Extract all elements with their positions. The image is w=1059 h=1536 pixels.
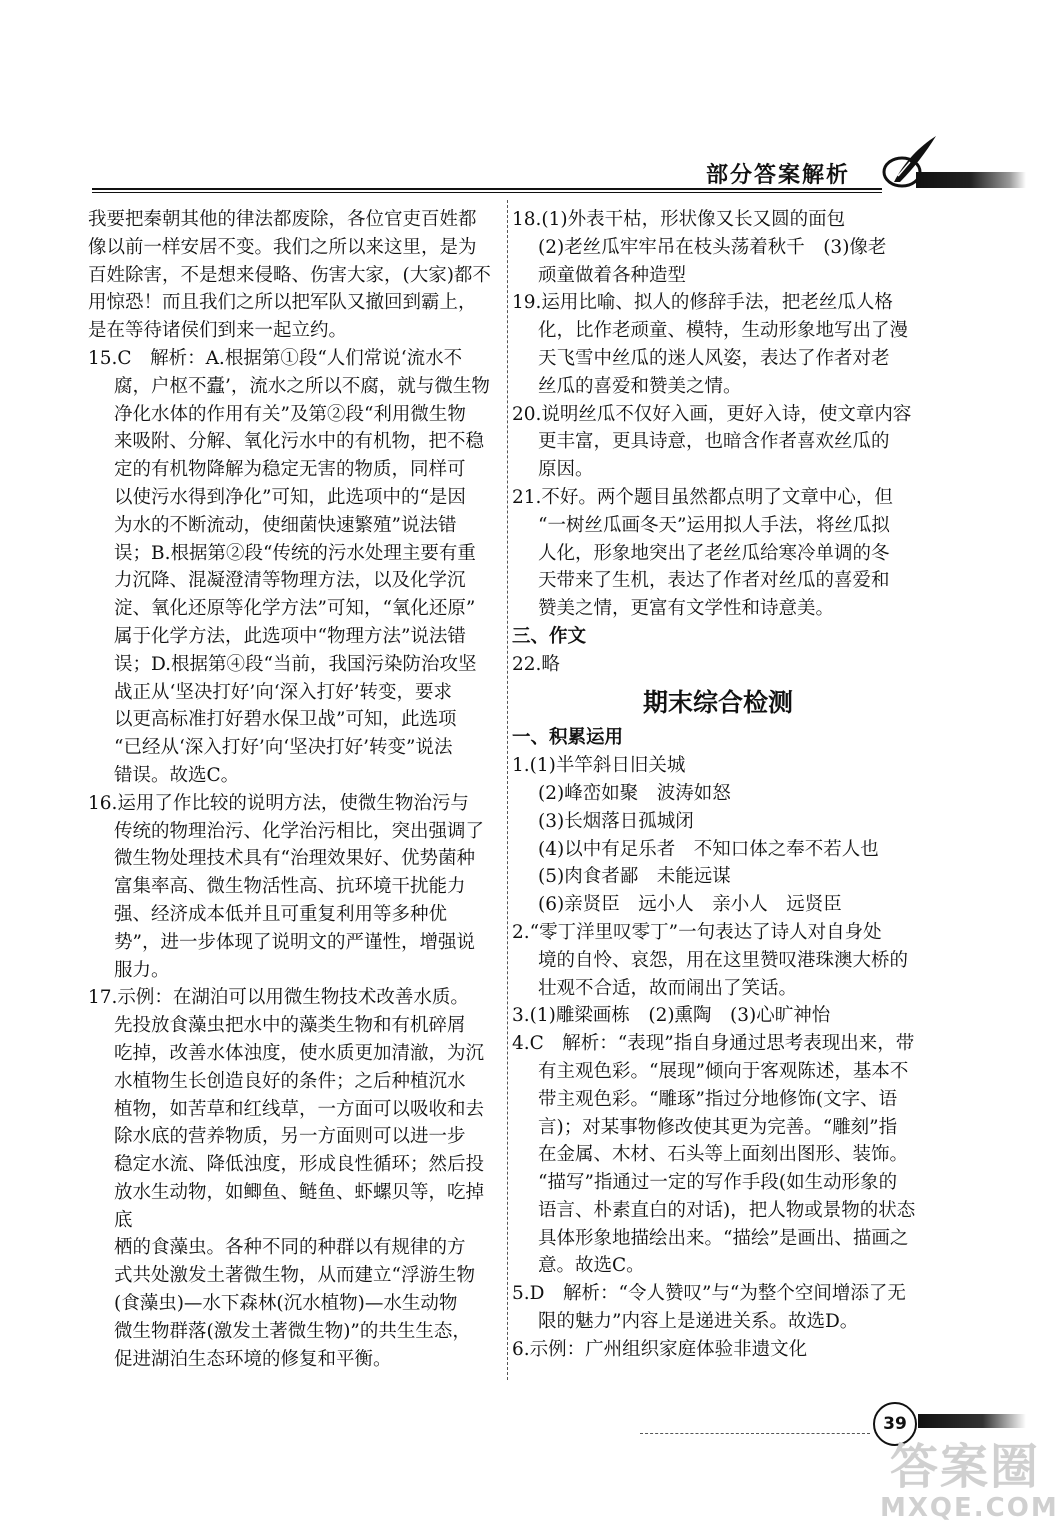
text-line: 吃掉，改善水体浊度，使水质更加清澈，为沉 — [114, 1042, 485, 1064]
text-line: (6)亲贤臣 远小人 亲小人 远贤臣 — [538, 894, 842, 916]
text-line: 19.运用比喻、拟人的修辞手法，把老丝瓜人格 — [512, 292, 893, 314]
text-line: 壮观不合适，故而闹出了笑话。 — [538, 977, 798, 999]
text-line: 服力。 — [114, 959, 170, 981]
text-line: (食藻虫)—水下森林(沉水植物)—水生动物 — [114, 1293, 458, 1315]
text-line: 有主观色彩。“展现”倾向于客观陈述，基本不 — [538, 1060, 909, 1082]
text-line: 具体形象地描绘出来。“描绘”是画出、描画之 — [538, 1227, 909, 1249]
text-line: 天飞雪中丝瓜的迷人风姿，表达了作者对老 — [538, 347, 890, 369]
text-line: 式共处激发土著微生物，从而建立“浮游生物 — [114, 1265, 475, 1287]
text-line: 语言、朴素直白的对话)，把人物或景物的状态 — [538, 1199, 916, 1221]
text-line: 17.示例：在湖泊可以用微生物技术改善水质。 — [88, 987, 469, 1009]
text-line: 带主观色彩。“雕琢”指过分地修饰(文字、语 — [538, 1088, 898, 1110]
text-line: 意。故选C。 — [538, 1255, 645, 1277]
text-line: 原因。 — [538, 459, 594, 481]
text-line: 稳定水流、降低浊度，形成良性循环；然后投 — [114, 1154, 485, 1176]
text-line: 15.C 解析：A.根据第①段“人们常说‘流水不 — [88, 347, 463, 369]
footer-dashed-rule — [640, 1433, 870, 1434]
text-line: (2)老丝瓜牢牢吊在枝头荡着秋千 (3)像老 — [538, 236, 887, 258]
text-line: 用惊恐！而且我们之所以把军队又撤回到霸上， — [88, 292, 477, 314]
section-heading-composition: 三、作文 — [512, 625, 587, 647]
text-line: 限的魅力”内容上是递进关系。故选D。 — [538, 1311, 859, 1333]
text-line: 以使污水得到净化”可知，此选项中的“是因 — [114, 486, 466, 508]
header-rule-thin — [92, 192, 882, 193]
header-title: 部分答案解析 — [706, 163, 851, 188]
text-line: 是在等待诸侯们到来一起立约。 — [88, 320, 348, 342]
text-line: 错误。故选C。 — [114, 764, 240, 786]
text-line: 4.C 解析：“表现”指自身通过思考表现出来，带 — [512, 1033, 915, 1055]
answer-22: 22.略 — [512, 653, 560, 675]
text-line: 我要把秦朝其他的律法都废除，各位官吏百姓都 — [88, 209, 477, 230]
text-line: 微生物处理技术具有“治理效果好、优势菌种 — [114, 848, 475, 870]
text-line: 来吸附、分解、氧化污水中的有机物，把不稳 — [114, 431, 485, 453]
text-line: 误；D.根据第④段“当前，我国污染防治攻坚 — [114, 653, 477, 675]
footer-decor-bar — [918, 1414, 1026, 1428]
text-line: 先投放食藻虫把水中的藻类生物和有机碎屑 — [114, 1015, 466, 1037]
text-line: (2)峰峦如聚 波涛如怒 — [538, 782, 731, 804]
text-line: 更丰富，更具诗意，也暗含作者喜欢丝瓜的 — [538, 431, 890, 453]
text-line: 化，比作老顽童、模特，生动形象地写出了漫 — [538, 320, 909, 342]
text-line: 境的自怜、哀怨，用在这里赞叹港珠澳大桥的 — [538, 949, 909, 971]
text-line: 势”，进一步体现了说明文的严谨性，增强说 — [114, 931, 475, 953]
text-line: 2.“零丁洋里叹零丁”一句表达了诗人对自身处 — [512, 921, 882, 943]
text-line: 20.说明丝瓜不仅好入画，更好入诗，使文章内容 — [512, 403, 912, 425]
column-divider — [507, 200, 509, 1380]
text-line: 战正从‘坚决打好’向‘深入打好’转变，要求 — [114, 681, 453, 703]
text-line: “一树丝瓜画冬天”运用拟人手法，将丝瓜拟 — [538, 514, 890, 536]
text-line: 植物，如苦草和红线草，一方面可以吸收和去 — [114, 1098, 485, 1120]
text-line: 腐，户枢不蠹’，流水之所以不腐，就与微生物 — [114, 375, 490, 397]
text-line: 言)；对某事物修改使其更为完善。“雕刻”指 — [538, 1116, 898, 1138]
text-line: 丝瓜的喜爱和赞美之情。 — [538, 375, 742, 397]
text-line: 微生物群落(激发土著微生物)”的共生生态， — [114, 1320, 471, 1342]
text-line: 天带来了生机，表达了作者对丝瓜的喜爱和 — [538, 570, 890, 592]
text-line: 1.(1)半竿斜日旧关城 — [512, 755, 686, 777]
text-line: 在金属、木材、石头等上面刻出图形、装饰。 — [538, 1144, 909, 1166]
text-line: 21.不好。两个题目虽然都点明了文章中心，但 — [512, 486, 893, 508]
text-line: 赞美之情，更富有文学性和诗意美。 — [538, 598, 835, 620]
text-line: (4)以中有足乐者 不知口体之奉不若人也 — [538, 838, 879, 860]
text-line: 属于化学方法，此选项中“物理方法”说法错 — [114, 625, 466, 647]
text-line: 淀、氧化还原等化学方法”可知，“氧化还原” — [114, 598, 476, 620]
text-line: 放水生动物，如鲫鱼、鲢鱼、虾螺贝等，吃掉底 — [114, 1181, 485, 1231]
text-line: 强、经济成本低并且可重复利用等多种优 — [114, 903, 448, 925]
answers-18-21 — [512, 206, 924, 623]
text-line: 误；B.根据第②段“传统的污水处理主要有重 — [114, 542, 476, 564]
text-line: 以更高标准打好碧水保卫战”可知，此选项 — [114, 709, 457, 731]
header-decor-bar — [916, 172, 1026, 188]
left-column — [88, 206, 500, 1373]
text-line: 除水底的营养物质，另一方面则可以进一步 — [114, 1126, 466, 1148]
page-number: 39 — [873, 1402, 917, 1446]
section-title: 期末综合检测 — [642, 687, 793, 717]
watermark-url: MXQE.COM — [880, 1493, 1059, 1523]
text-line: 净化水体的作用有关”及第②段“利用微生物 — [114, 403, 466, 425]
text-line: 为水的不断流动，使细菌快速繁殖”说法错 — [114, 514, 457, 536]
text-line: 促进湖泊生态环境的修复和平衡。 — [114, 1348, 392, 1370]
text-line: 水植物生长创造良好的条件；之后种植沉水 — [114, 1070, 466, 1092]
text-line: 栖的食藻虫。各种不同的种群以有规律的方 — [114, 1237, 466, 1259]
section-heading-accumulation: 一、积累运用 — [512, 727, 624, 749]
text-line: 16.运用了作比较的说明方法，使微生物治污与 — [88, 792, 469, 814]
text-line: 顽童做着各种造型 — [538, 264, 687, 286]
watermark — [880, 1439, 1059, 1530]
text-line: 像以前一样安居不变。我们之所以来这里，是为 — [88, 236, 477, 258]
text-line: (5)肉食者鄙 未能远谋 — [538, 866, 731, 888]
text-line: 5.D 解析：“令人赞叹”与“为整个空间增添了无 — [512, 1283, 906, 1305]
header-rule — [92, 188, 882, 190]
text-line: (3)长烟落日孤城闭 — [538, 810, 694, 832]
text-line: 6.示例：广州组织家庭体验非遗文化 — [512, 1338, 808, 1360]
text-line: “描写”指通过一定的写作手段(如生动形象的 — [538, 1172, 898, 1194]
final-test-answers — [512, 752, 924, 1364]
text-line: 富集率高、微生物活性高、抗环境干扰能力 — [114, 876, 466, 898]
text-line: 力沉降、混凝澄清等物理方法，以及化学沉 — [114, 570, 466, 592]
right-column — [512, 206, 924, 1364]
text-line: “已经从‘深入打好’向‘坚决打好’转变”说法 — [114, 737, 453, 759]
text-line: 人化，形象地突出了老丝瓜给寒冷单调的冬 — [538, 542, 890, 564]
text-line: 3.(1)雕梁画栋 (2)熏陶 (3)心旷神怡 — [512, 1005, 831, 1027]
text-line: 18.(1)外表干枯，形状像又长又圆的面包 — [512, 209, 846, 230]
text-line: 百姓除害，不是想来侵略、伤害大家，(大家)都不 — [88, 264, 491, 286]
text-line: 传统的物理治污、化学治污相比，突出强调了 — [114, 820, 485, 842]
watermark-logo-text: 答案圈 — [889, 1439, 1040, 1495]
text-line: 定的有机物降解为稳定无害的物质，同样可 — [114, 459, 466, 481]
